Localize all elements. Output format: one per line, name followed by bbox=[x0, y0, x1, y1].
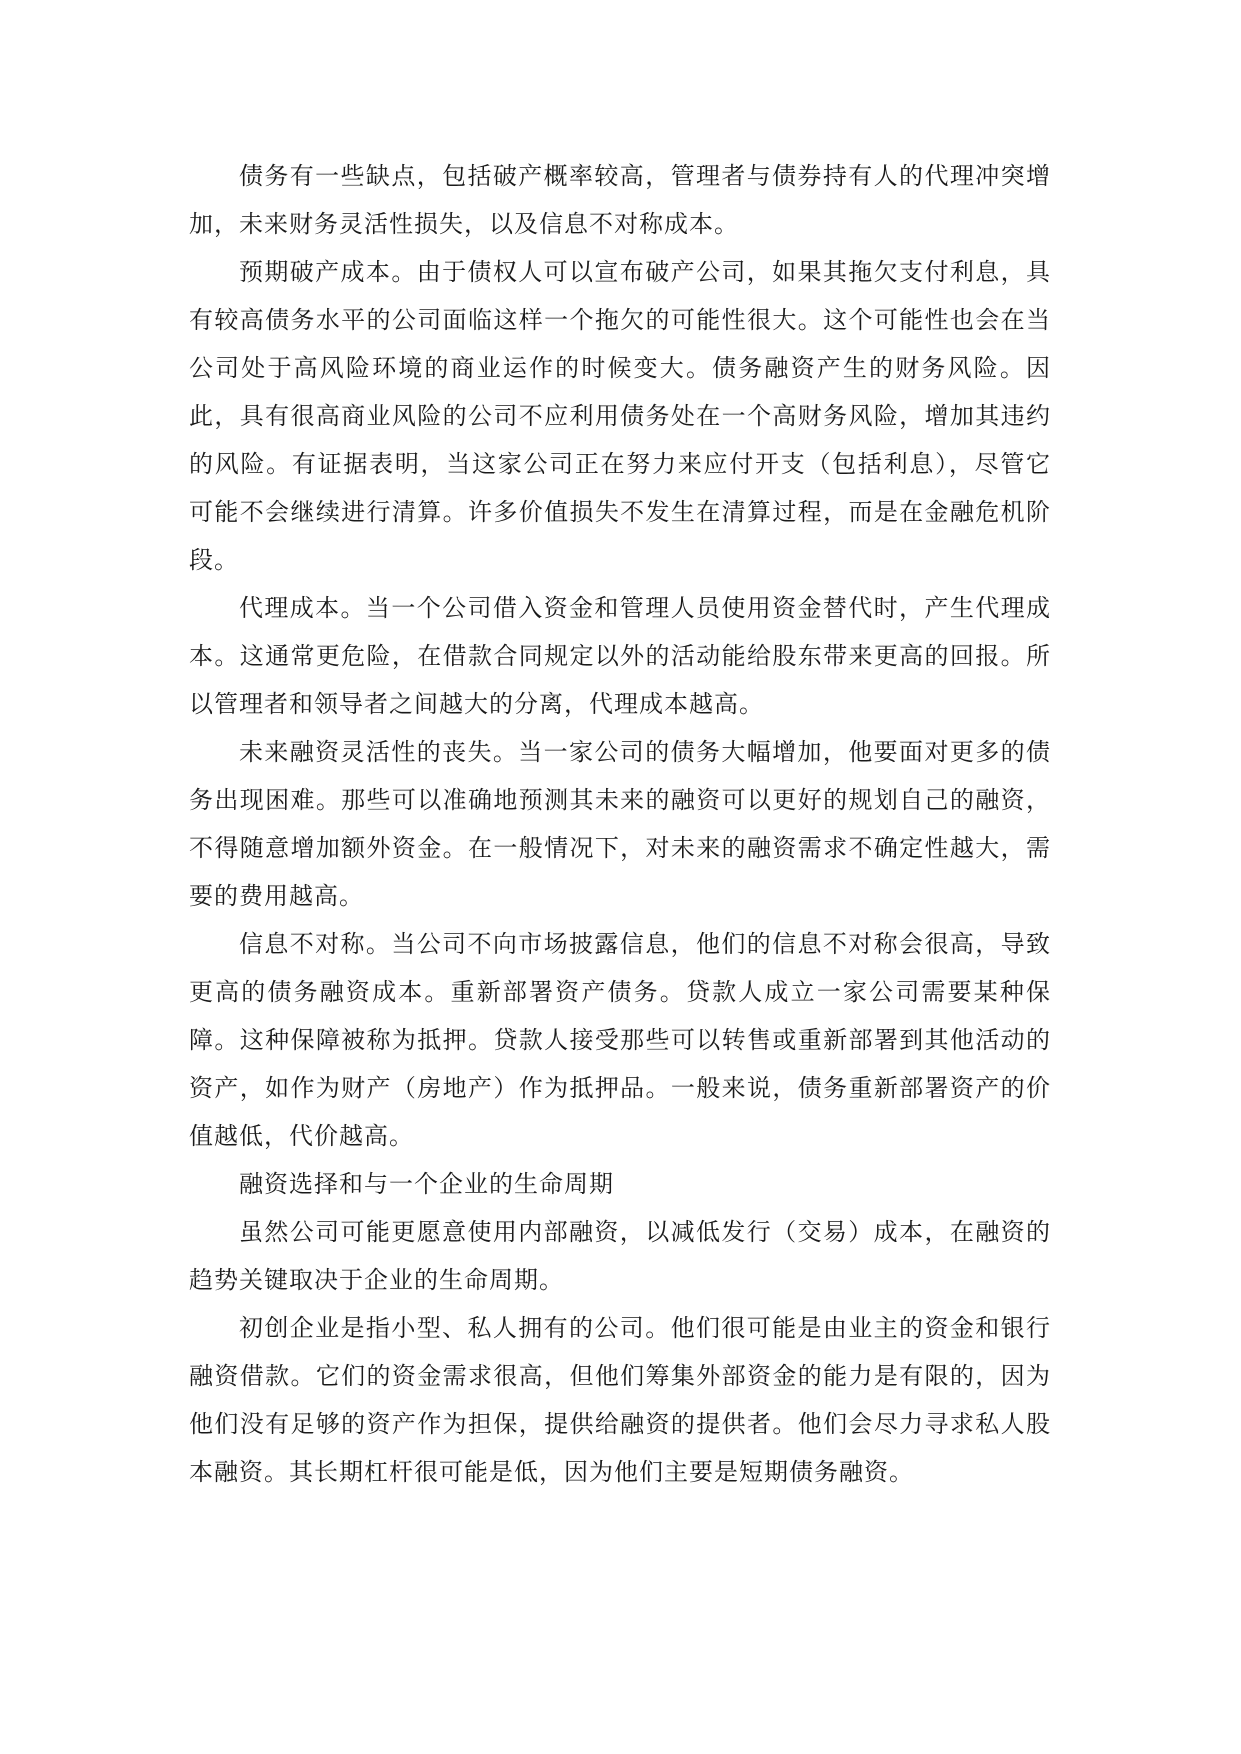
paragraph-financing-flexibility: 未来融资灵活性的丧失。当一家公司的债务大幅增加，他要面对更多的债务出现困难。那些可以准确地预测其未来的融资可以更好的规划自己的融资，不得随意增加额外资金。在一般情况下，对未来的融资需求不确定性越大，需要的费用越高。 bbox=[189, 738, 1051, 910]
paragraph-debt-disadvantages: 债务有一些缺点，包括破产概率较高，管理者与债券持有人的代理冲突增加，未来财务灵活性损失，以及信息不对称成本。 bbox=[189, 162, 1051, 238]
paragraph-expected-bankruptcy-cost: 预期破产成本。由于债权人可以宣布破产公司，如果其拖欠支付利息，具有较高债务水平的公司面临这样一个拖欠的可能性很大。这个可能性也会在当公司处于高风险环境的商业运作的时候变大。债务融资产生的财务风险。因此，具有很高商业风险的公司不应利用债务处在一个高财务风险，增加其违约的风险。有证据表明，当这家公司正在努力来应付开支（包括利息），尽管它可能不会继续进行清算。许多价值损失不发生在清算过程，而是在金融危机阶段。 bbox=[189, 258, 1051, 574]
paragraph-information-asymmetry: 信息不对称。当公司不向市场披露信息，他们的信息不对称会很高，导致更高的债务融资成本。重新部署资产债务。贷款人成立一家公司需要某种保障。这种保障被称为抵押。贷款人接受那些可以转售或重新部署到其他活动的资产，如作为财产（房地产）作为抵押品。一般来说，债务重新部署资产的价值越低，代价越高。 bbox=[189, 930, 1051, 1150]
section-heading-financing-life-cycle: 融资选择和与一个企业的生命周期 bbox=[239, 1170, 614, 1198]
paragraph-startup-firms: 初创企业是指小型、私人拥有的公司。他们很可能是由业主的资金和银行融资借款。它们的资金需求很高，但他们筹集外部资金的能力是有限的，因为他们没有足够的资产作为担保，提供给融资的提供者。他们会尽力寻求私人股本融资。其长期杠杆很可能是低，因为他们主要是短期债务融资。 bbox=[189, 1314, 1051, 1486]
paragraph-internal-financing: 虽然公司可能更愿意使用内部融资，以减低发行（交易）成本，在融资的趋势关键取决于企业的生命周期。 bbox=[189, 1218, 1051, 1294]
document-body bbox=[189, 152, 1051, 1496]
paragraph-agency-cost: 代理成本。当一个公司借入资金和管理人员使用资金替代时，产生代理成本。这通常更危险，在借款合同规定以外的活动能给股东带来更高的回报。所以管理者和领导者之间越大的分离，代理成本越高。 bbox=[189, 594, 1051, 718]
